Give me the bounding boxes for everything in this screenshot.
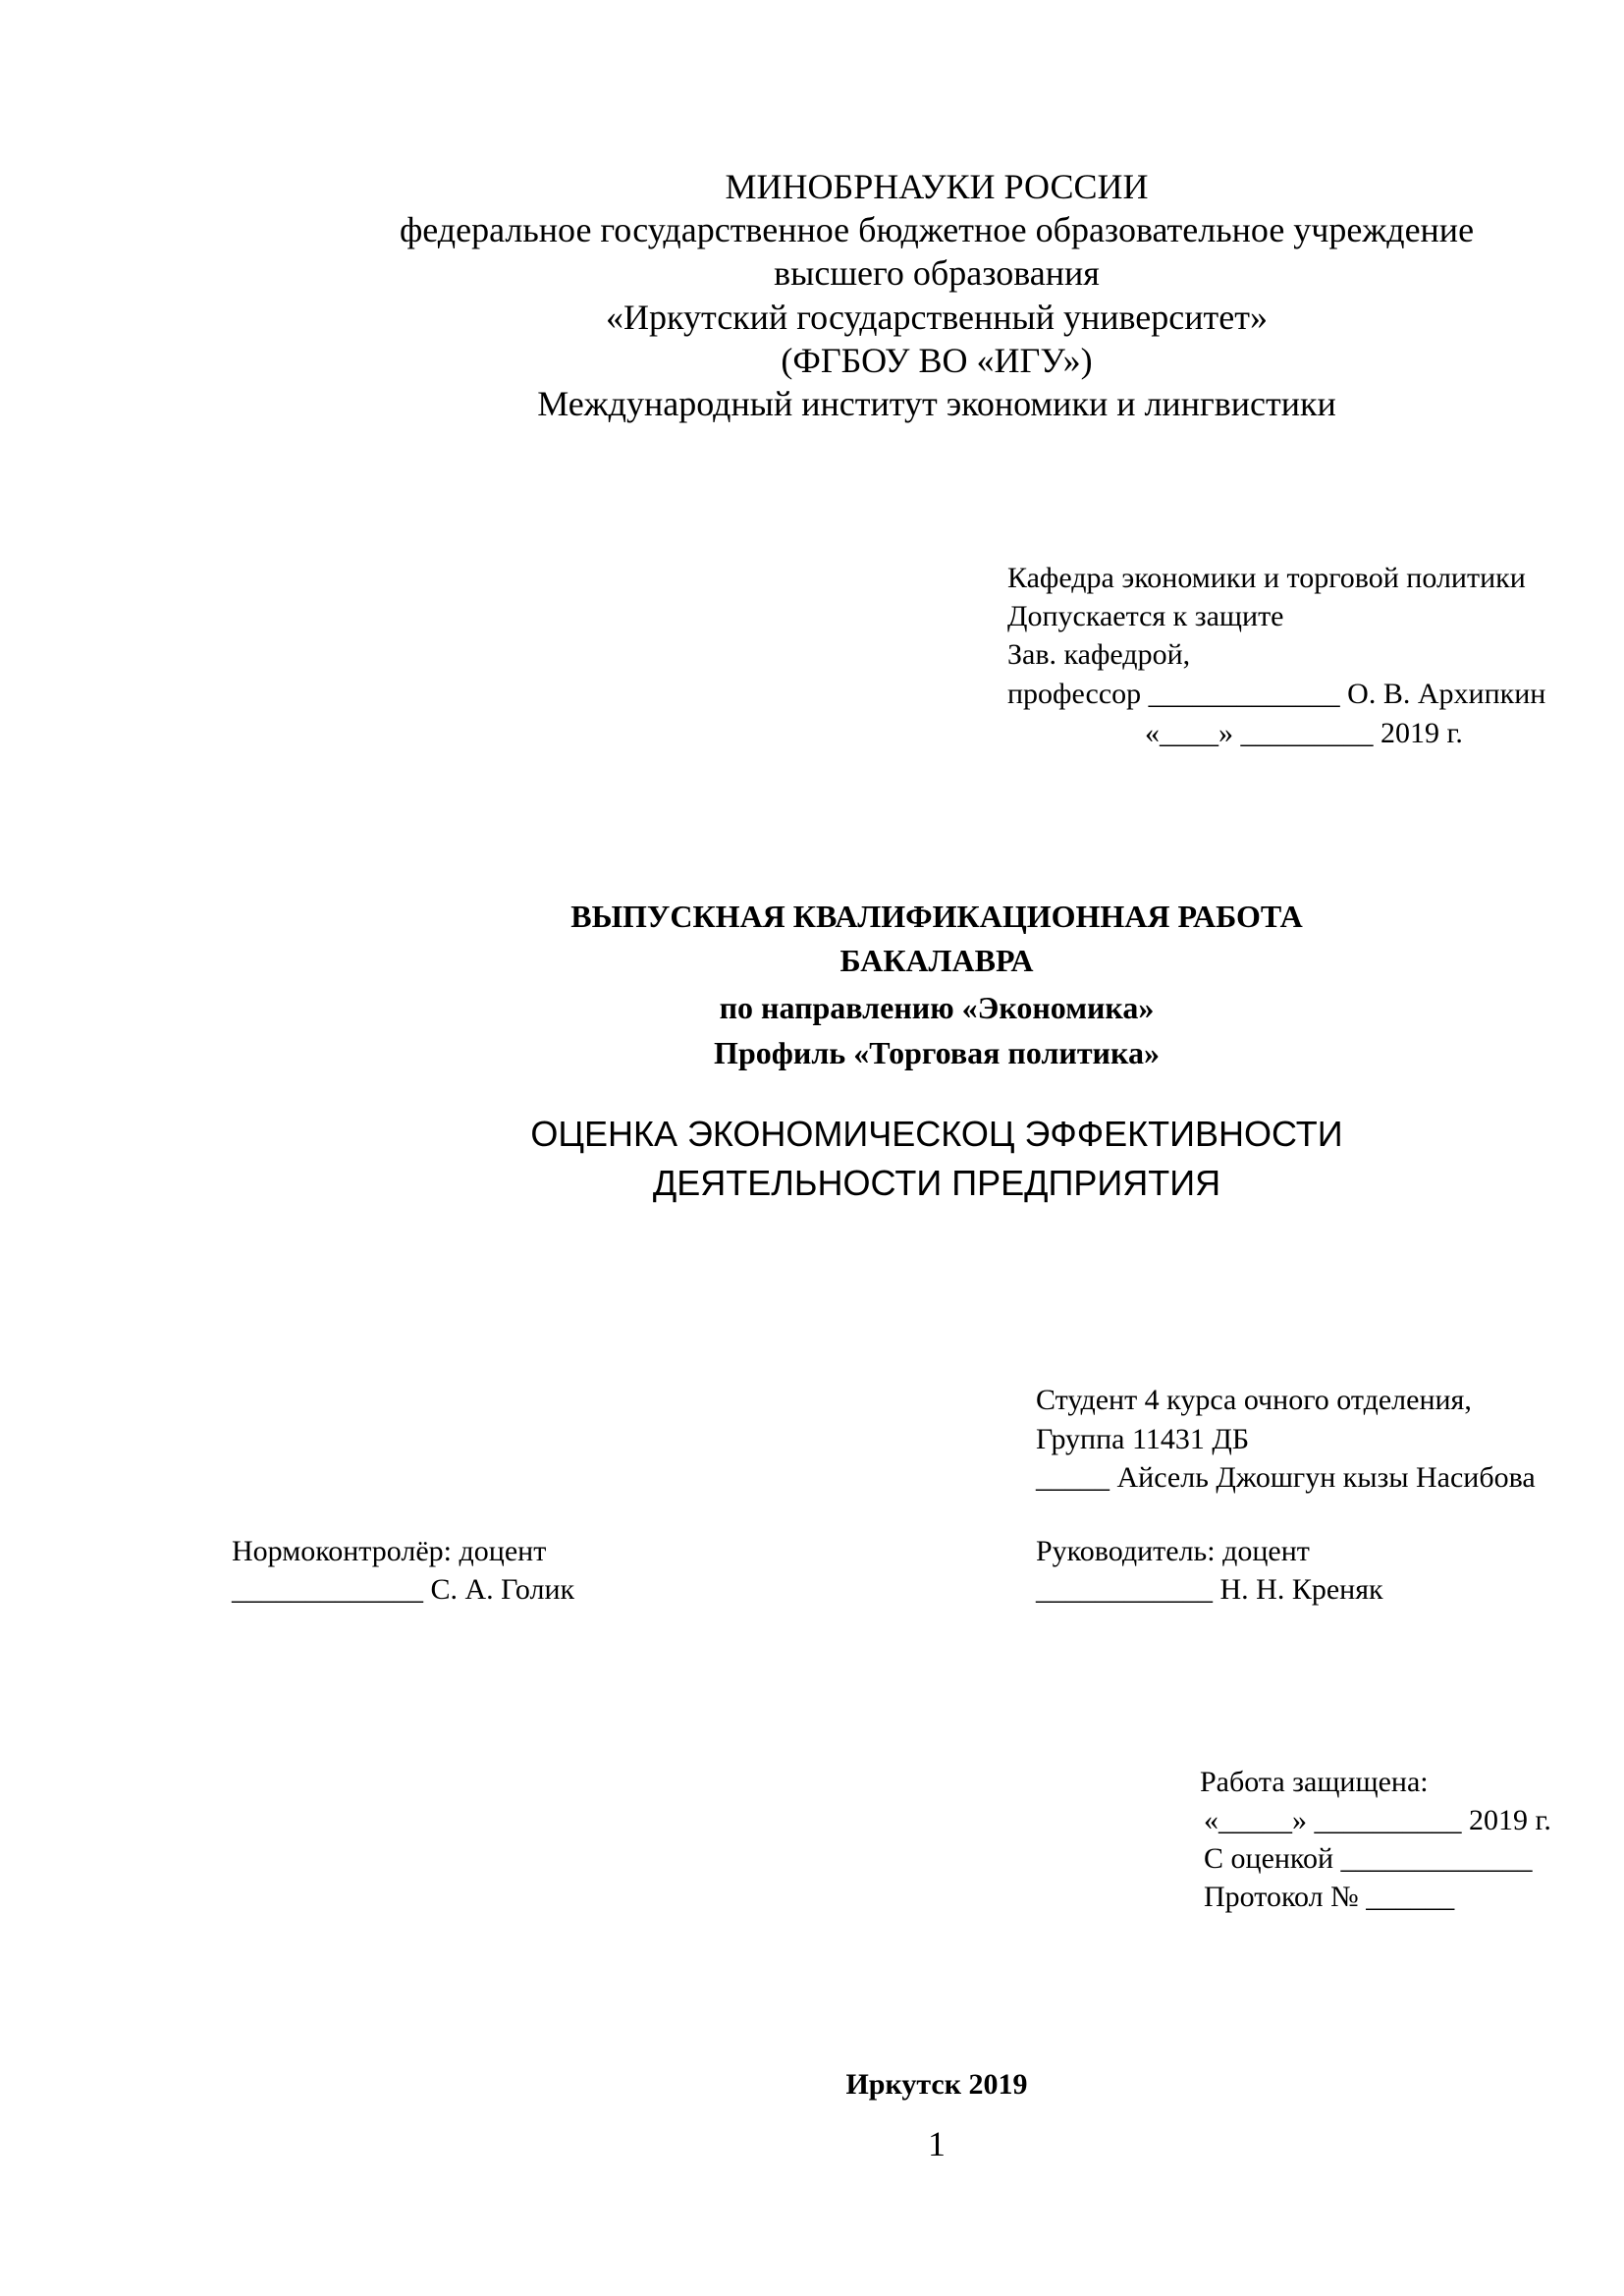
work-type-line1: ВЫПУСКНАЯ КВАЛИФИКАЦИОННАЯ РАБОТА bbox=[570, 899, 1303, 934]
student-course: Студент 4 курса очного отделения, bbox=[1036, 1384, 1472, 1416]
department-name: Кафедра экономики и торговой политики bbox=[1007, 562, 1526, 594]
defense-title: Работа защищена: bbox=[1200, 1766, 1429, 1798]
study-profile: Профиль «Торговая политика» bbox=[714, 1035, 1160, 1070]
admitted-to-defense: Допускается к защите bbox=[1007, 600, 1284, 632]
institution-type: федеральное государственное бюджетное образовательное учреждение bbox=[399, 210, 1475, 249]
education-level: высшего образования bbox=[774, 253, 1100, 293]
student-name-line: _____ Айсель Джошгун кызы Насибова bbox=[1036, 1461, 1536, 1494]
city-year: Иркутск 2019 bbox=[845, 2068, 1028, 2101]
professor-signature-line: профессор _____________ О. В. Архипкин bbox=[1007, 678, 1546, 710]
approval-date-line: «____» _________ 2019 г. bbox=[1145, 717, 1463, 749]
ministry-name: МИНОБРНАУКИ РОССИИ bbox=[725, 167, 1149, 206]
supervisor-signature-line: ____________ Н. Н. Креняк bbox=[1036, 1573, 1383, 1606]
institute-name: Международный институт экономики и лингвистики bbox=[537, 384, 1336, 423]
normcontrol-signature-line: _____________ С. А. Голик bbox=[232, 1573, 575, 1606]
study-direction: по направлению «Экономика» bbox=[719, 990, 1155, 1025]
work-type-line2: БАКАЛАВРА bbox=[839, 943, 1034, 978]
defense-protocol-line: Протокол № ______ bbox=[1204, 1881, 1455, 1913]
university-abbreviation: (ФГБОУ ВО «ИГУ») bbox=[781, 341, 1093, 380]
defense-grade-line: С оценкой _____________ bbox=[1204, 1842, 1533, 1875]
supervisor-title: Руководитель: доцент bbox=[1036, 1535, 1310, 1567]
topic-line1: ОЦЕНКА ЭКОНОМИЧЕСКОЦ ЭФФЕКТИВНОСТИ bbox=[530, 1114, 1343, 1154]
head-of-department: Зав. кафедрой, bbox=[1007, 638, 1191, 671]
topic-line2: ДЕЯТЕЛЬНОСТИ ПРЕДПРИЯТИЯ bbox=[652, 1163, 1221, 1203]
student-group: Группа 11431 ДБ bbox=[1036, 1423, 1250, 1455]
university-name: «Иркутский государственный университет» bbox=[606, 298, 1268, 337]
defense-date-line: «_____» __________ 2019 г. bbox=[1204, 1804, 1551, 1836]
page-number: 1 bbox=[928, 2124, 946, 2163]
normcontrol-title: Нормоконтролёр: доцент bbox=[232, 1535, 547, 1567]
